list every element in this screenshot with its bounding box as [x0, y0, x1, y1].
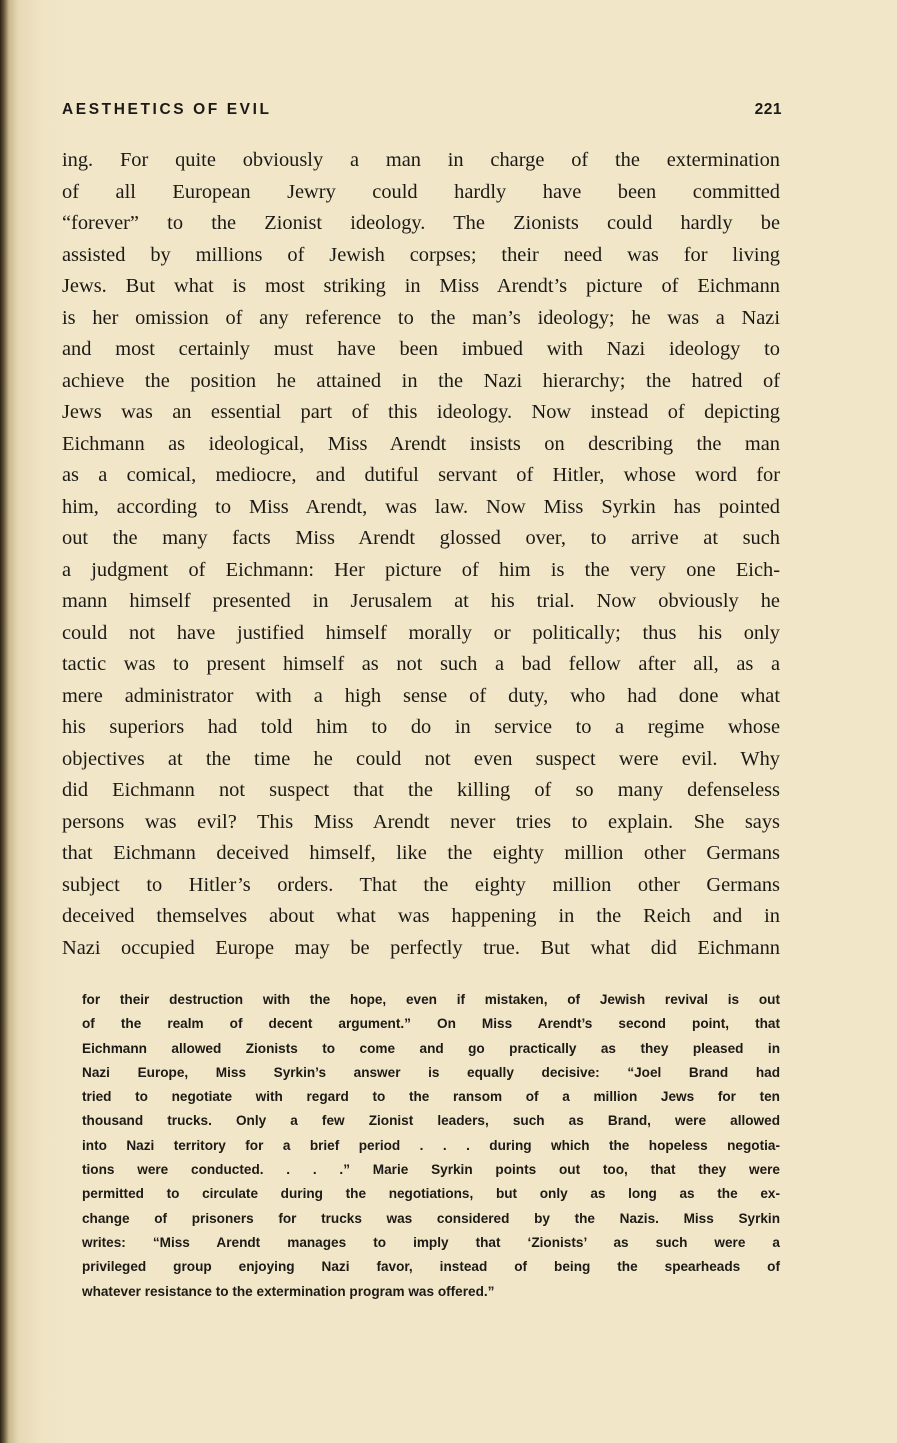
body-line: Eichmann as ideological, Miss Arendt insists on describing the man — [62, 432, 780, 455]
body-line: mere administrator with a high sense of duty, who had done what — [62, 684, 780, 707]
footnote-line: tried to negotiate with regard to the ransom of a million Jews for ten — [82, 1089, 780, 1105]
body-line: objectives at the time he could not even suspect were evil. Why — [62, 747, 780, 770]
body-line: could not have justified himself morally or politically; thus his only — [62, 621, 780, 644]
page-number: 221 — [754, 101, 782, 118]
body-line: a judgment of Eichmann: Her picture of him is the very one Eich- — [62, 558, 780, 581]
body-line: of all European Jewry could hardly have been committed — [62, 180, 780, 203]
body-line: “forever” to the Zionist ideology. The Zionists could hardly be — [62, 212, 780, 234]
body-line: Nazi occupied Europe may be perfectly true. But what did Eichmann — [62, 936, 780, 959]
body-line: subject to Hitler’s orders. That the eighty million other Germans — [62, 873, 780, 896]
body-text — [62, 145, 780, 964]
body-line: his superiors had told him to do in service to a regime whose — [62, 716, 780, 738]
body-line: as a comical, mediocre, and dutiful servant of Hitler, whose word for — [62, 464, 780, 486]
footnote-line: into Nazi territory for a brief period . . . during which the hopeless negotia- — [82, 1137, 780, 1153]
footnote — [82, 988, 780, 1304]
body-line: did Eichmann not suspect that the killing of so many defenseless — [62, 779, 780, 801]
body-line: deceived themselves about what was happening in the Reich and in — [62, 905, 780, 927]
body-line: tactic was to present himself as not such a bad fellow after all, as a — [62, 653, 780, 675]
body-line: is her omission of any reference to the man’s ideology; he was a Nazi — [62, 306, 780, 329]
footnote-line: change of prisoners for trucks was considered by the Nazis. Miss Syrkin — [82, 1210, 780, 1226]
footnote-line: Nazi Europe, Miss Syrkin’s answer is equally decisive: “Joel Brand had — [82, 1064, 780, 1080]
footnote-line: of the realm of decent argument.” On Miss Arendt’s second point, that — [82, 1016, 780, 1032]
footnote-line: for their destruction with the hope, even if mistaken, of Jewish revival is out — [82, 992, 780, 1007]
running-head: AESTHETICS OF EVIL — [62, 101, 272, 118]
footnote-line: thousand trucks. Only a few Zionist leaders, such as Brand, were allowed — [82, 1113, 780, 1129]
body-line: mann himself presented in Jerusalem at his trial. Now obviously he — [62, 590, 780, 612]
body-line: Jews. But what is most striking in Miss Arendt’s picture of Eichmann — [62, 275, 780, 297]
body-line: Jews was an essential part of this ideology. Now instead of depicting — [62, 401, 780, 423]
body-line: out the many facts Miss Arendt glossed over, to arrive at such — [62, 527, 780, 549]
body-line: assisted by millions of Jewish corpses; their need was for living — [62, 243, 780, 266]
footnote-line: permitted to circulate during the negotiations, but only as long as the ex- — [82, 1186, 780, 1202]
body-line: persons was evil? This Miss Arendt never tries to explain. She says — [62, 810, 780, 833]
footnote-line: whatever resistance to the extermination program was offered.” — [82, 1283, 495, 1299]
footnote-line: writes: “Miss Arendt manages to imply that ‘Zionists’ as such were a — [82, 1234, 780, 1250]
body-line: achieve the position he attained in the Nazi hierarchy; the hatred of — [62, 369, 780, 392]
footnote-line: privileged group enjoying Nazi favor, instead of being the spearheads of — [82, 1259, 780, 1275]
body-line: and most certainly must have been imbued with Nazi ideology to — [62, 338, 780, 360]
page-header — [62, 101, 782, 127]
footnote-line: Eichmann allowed Zionists to come and go practically as they pleased in — [82, 1040, 780, 1056]
body-line: that Eichmann deceived himself, like the eighty million other Germans — [62, 842, 780, 864]
body-line: ing. For quite obviously a man in charge of the extermination — [62, 149, 780, 171]
footnote-line: tions were conducted. . . .” Marie Syrkin points out too, that they were — [82, 1162, 780, 1178]
body-line: him, according to Miss Arendt, was law. Now Miss Syrkin has pointed — [62, 495, 780, 518]
